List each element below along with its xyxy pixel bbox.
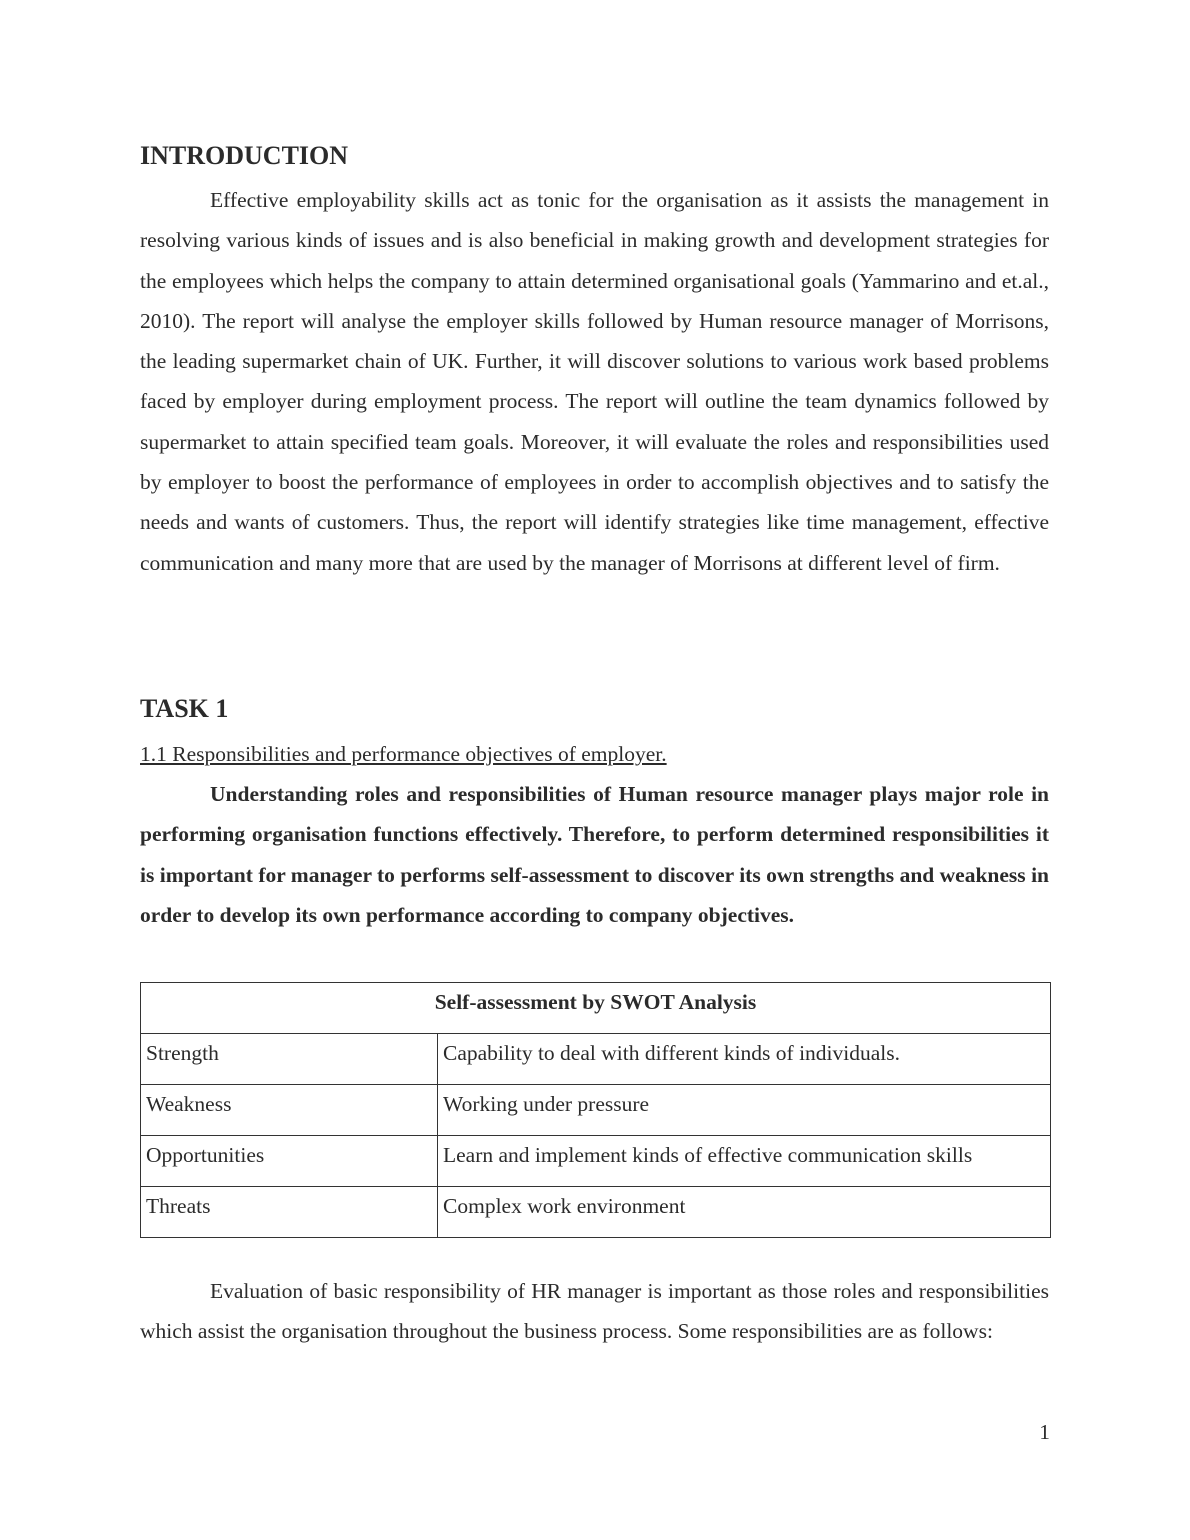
swot-label: Weakness bbox=[141, 1085, 438, 1136]
closing-paragraph: Evaluation of basic responsibility of HR manager is important as those roles and responsibilities which assist the organisation throughout the business process. Some responsibilities are as follows: bbox=[140, 1279, 1049, 1344]
swot-table bbox=[140, 982, 1051, 1238]
swot-value: Working under pressure bbox=[438, 1085, 1051, 1136]
table-row bbox=[141, 1187, 1051, 1238]
swot-label: Threats bbox=[141, 1187, 438, 1238]
introduction-heading: INTRODUCTION bbox=[140, 141, 349, 170]
swot-label: Strength bbox=[141, 1034, 438, 1085]
swot-title-row bbox=[141, 983, 1051, 1034]
task1-subheading: 1.1 Responsibilities and performance objectives of employer. bbox=[140, 742, 667, 766]
table-row bbox=[141, 1085, 1051, 1136]
swot-value: Complex work environment bbox=[438, 1187, 1051, 1238]
introduction-paragraph: Effective employability skills act as tonic for the organisation as it assists the management in resolving various kinds of issues and is also beneficial in making growth and development strategies for the employees which helps the company to attain determined organisational goals (Yammarino and et.al., 2010). The report will analyse the employer skills followed by Human resource manager of Morrisons, the leading supermarket chain of UK. Further, it will discover solutions to various work based problems faced by employer during employment process. The report will outline the team dynamics followed by supermarket to attain specified team goals. Moreover, it will evaluate the roles and responsibilities used by employer to boost the performance of employees in order to accomplish objectives and to satisfy the needs and wants of customers. Thus, the report will identify strategies like time management, effective communication and many more that are used by the manager of Morrisons at different level of firm. bbox=[140, 188, 1049, 575]
swot-table-title: Self-assessment by SWOT Analysis bbox=[141, 983, 1051, 1034]
swot-label: Opportunities bbox=[141, 1136, 438, 1187]
table-row bbox=[141, 1034, 1051, 1085]
table-row bbox=[141, 1136, 1051, 1187]
swot-value: Capability to deal with different kinds of individuals. bbox=[438, 1034, 1051, 1085]
page-number: 1 bbox=[1039, 1420, 1050, 1444]
task1-heading: TASK 1 bbox=[140, 694, 229, 723]
swot-value: Learn and implement kinds of effective communication skills bbox=[438, 1136, 1051, 1187]
task1-bold-paragraph: Understanding roles and responsibilities of Human resource manager plays major role in performing organisation functions effectively. Therefore, to perform determined responsibilities it is important for manager to performs self-assessment to discover its own strengths and weakness in order to develop its own performance according to company objectives. bbox=[140, 782, 1049, 927]
